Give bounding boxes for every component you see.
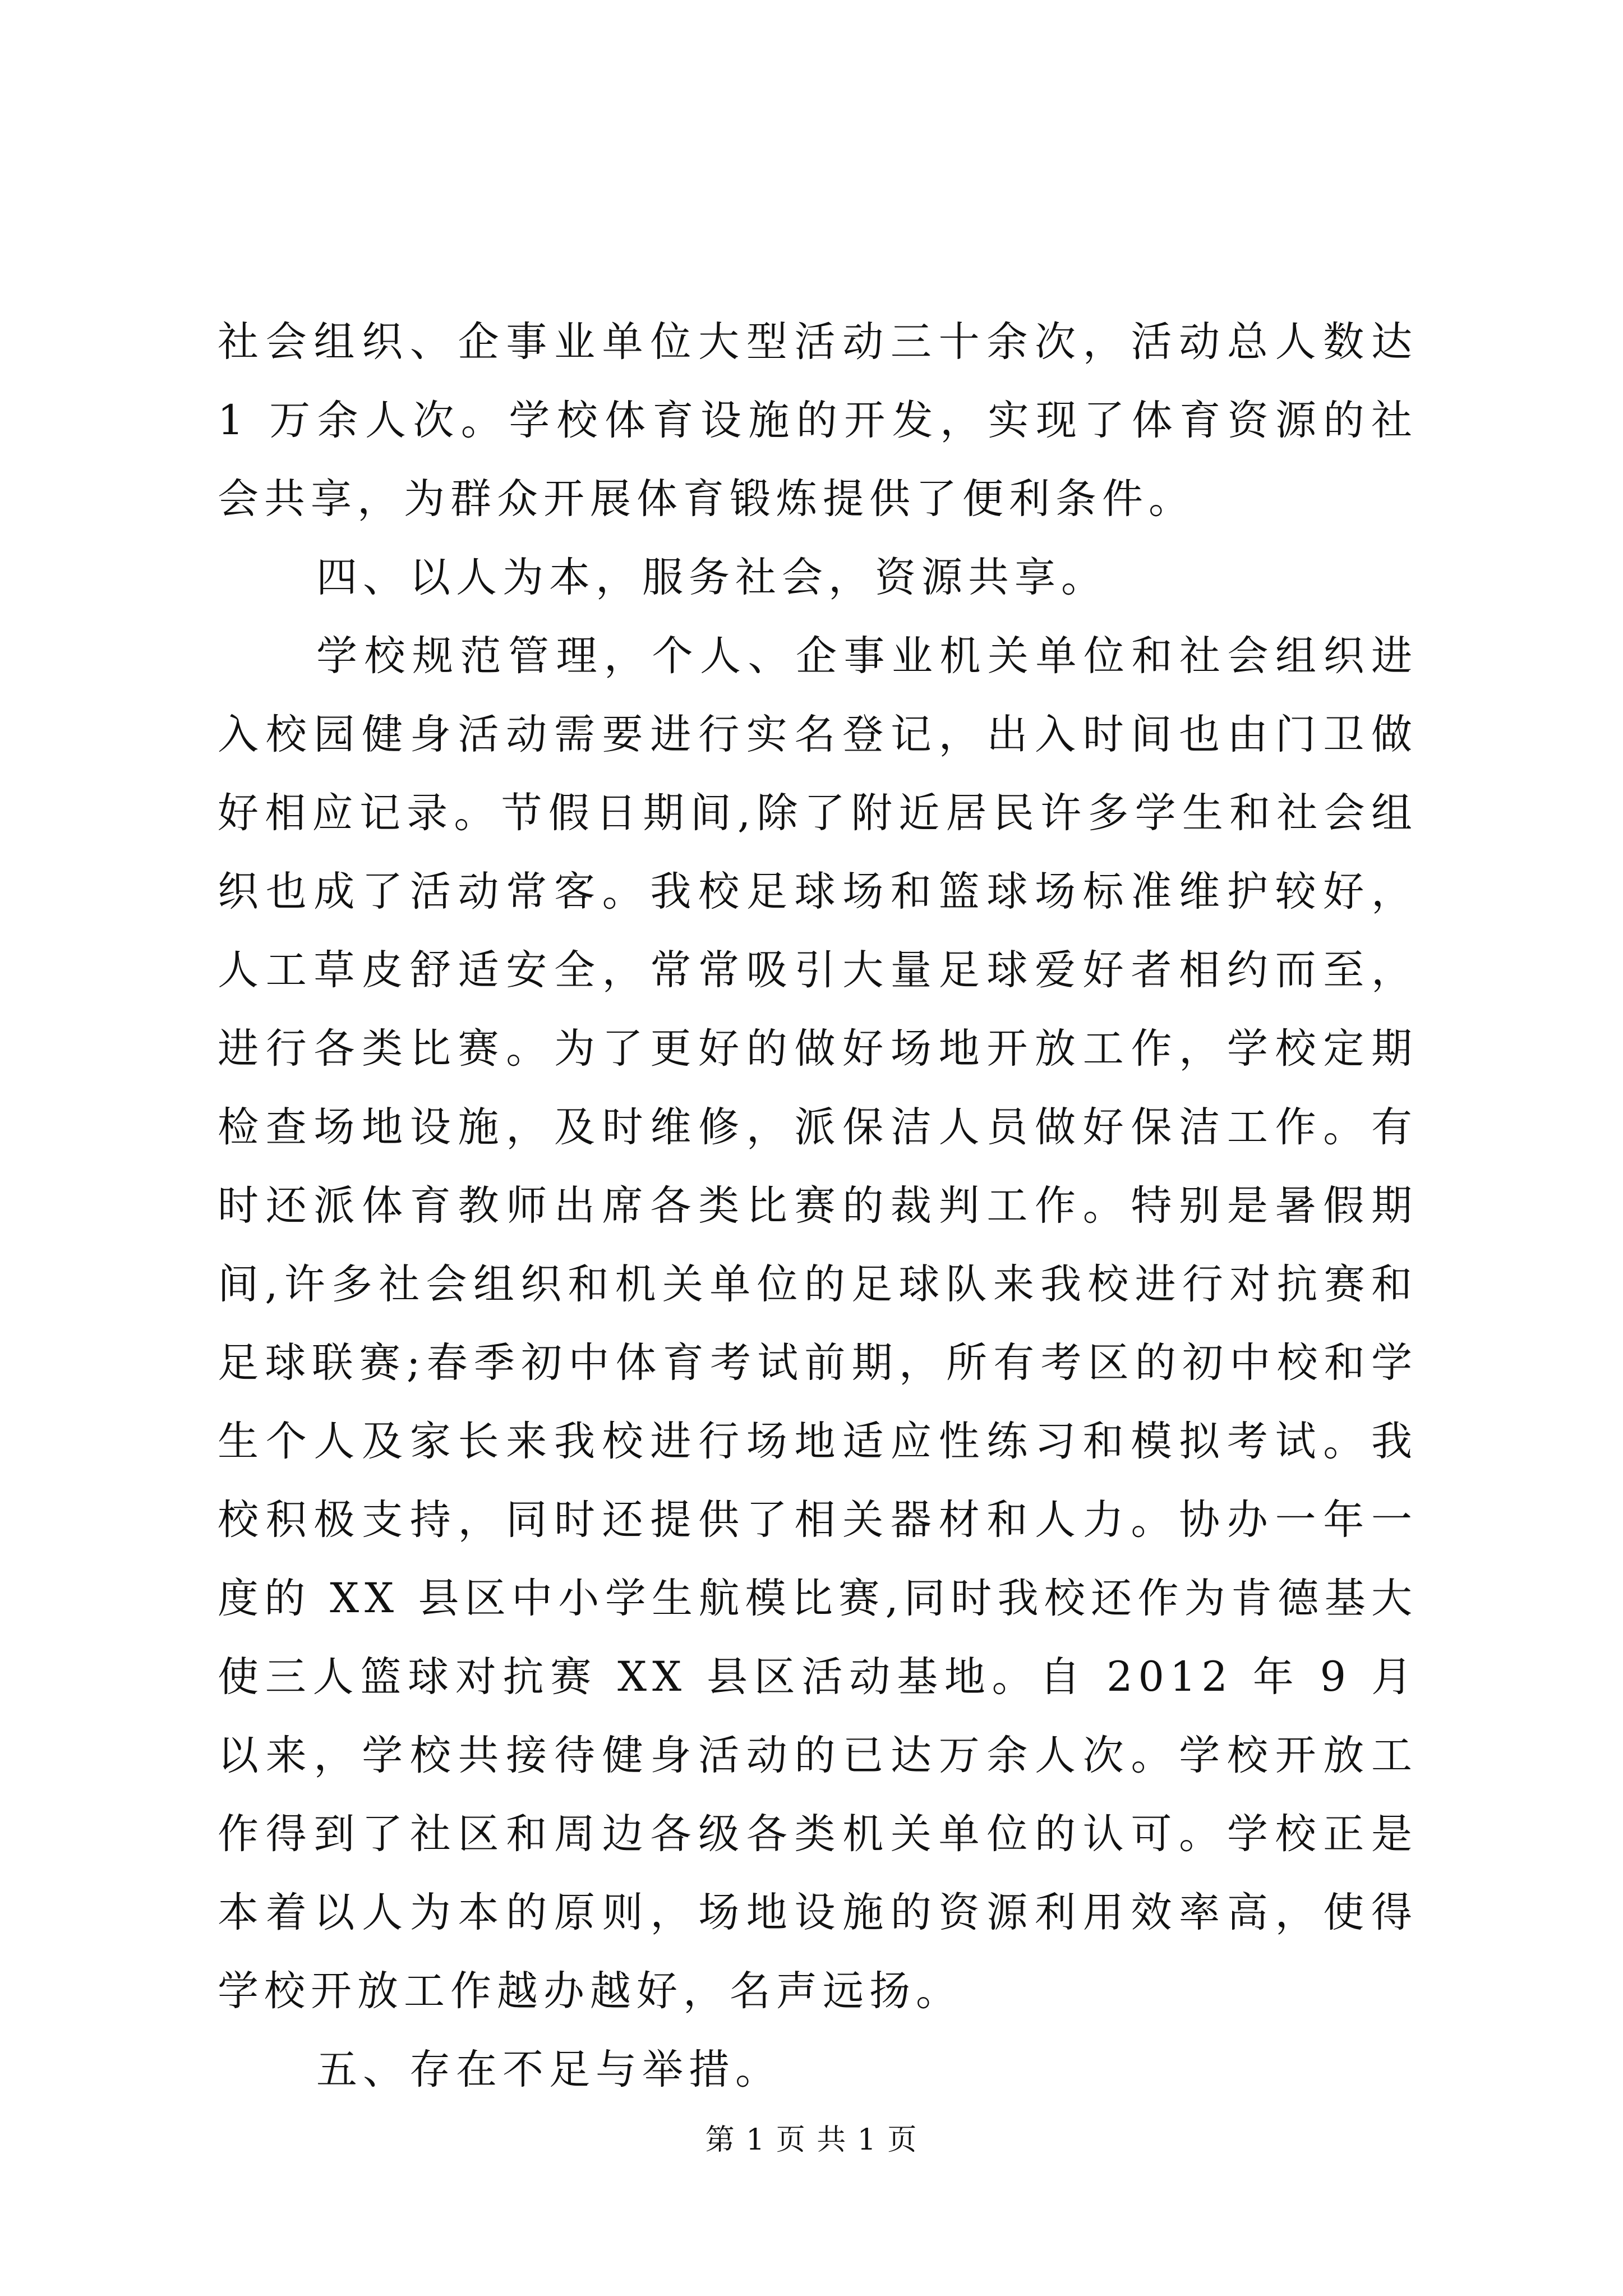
page-footer: 第 1 页 共 1 页 (705, 2123, 918, 2157)
document-body (218, 303, 1418, 2109)
paragraph-management: 学校规范管理，个人、企事业机关单位和社会组织进入校园健身活动需要进行实名登记，出入时间也由门卫做好相应记录。节假日期间,除了附近居民许多学生和社会组织也成了活动常客。我校足球场和篮球场标准维护较好，人工草皮舒适安全，常常吸引大量足球爱好者相约而至，进行各类比赛。为了更好的做好场地开放工作，学校定期检查场地设施，及时维修，派保洁人员做好保洁工作。有时还派体育教师出席各类比赛的裁判工作。特别是暑假期间,许多社会组织和机关单位的足球队来我校进行对抗赛和足球联赛;春季初中体育考试前期，所有考区的初中校和学生个人及家长来我校进行场地适应性练习和模拟考试。我校积极支持，同时还提供了相关器材和人力。协办一年一度的 XX 县区中小学生航模比赛,同时我校还作为肯德基大使三人篮球对抗赛 XX 县区活动基地。自 2012 年 9 月以来，学校共接待健身活动的已达万余人次。学校开放工作得到了社区和周边各级各类机关单位的认可。学校正是本着以人为本的原则，场地设施的资源利用效率高，使得学校开放工作越办越好，名声远扬。 (218, 632, 1418, 2015)
paragraph-continuation: 社会组织、企事业单位大型活动三十余次，活动总人数达 1 万余人次。学校体育设施的开发，实现了体育资源的社会共享，为群众开展体育锻炼提供了便利条件。 (218, 318, 1418, 523)
section-heading-four: 四、以人为本，服务社会，资源共享。 (316, 554, 1108, 601)
section-heading-five: 五、存在不足与举措。 (316, 2046, 782, 2093)
